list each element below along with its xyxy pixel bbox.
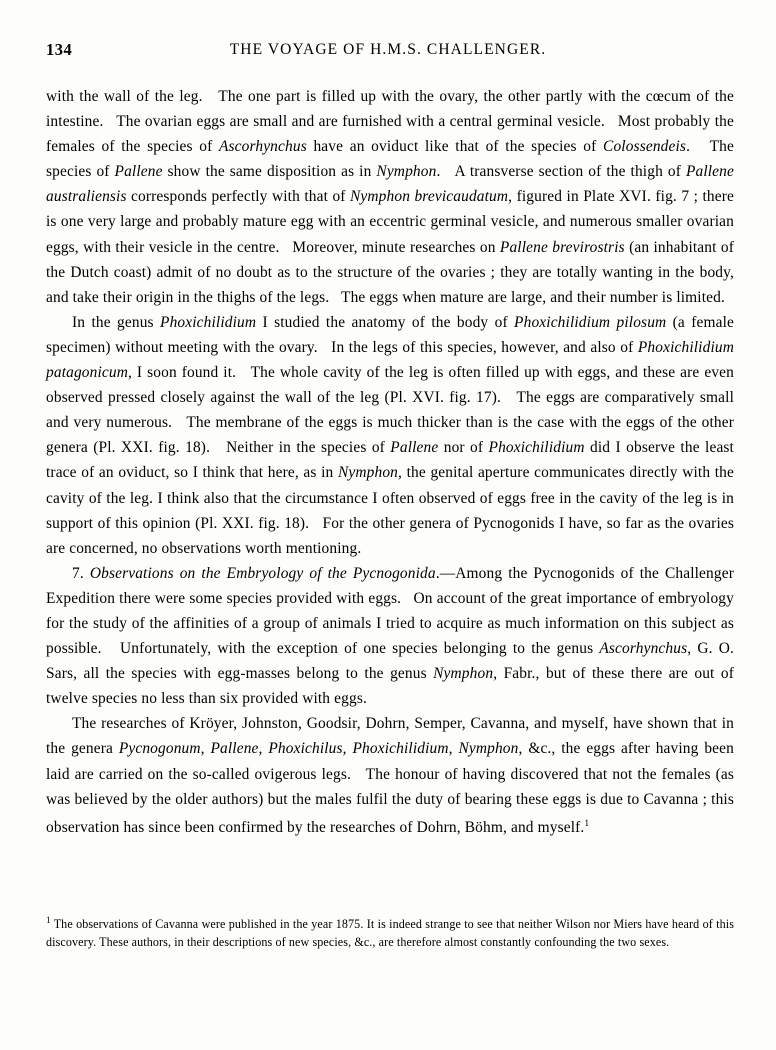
running-head: THE VOYAGE OF H.M.S. CHALLENGER. [229, 41, 547, 58]
paragraph-4: The researches of Kröyer, Johnston, Goodsir, Dohrn, Semper, Cavanna, and myself, have shown that in the genera Pycnogonum, Pallene, Phoxichilus, Phoxichilidium, Nymphon, &c., the eggs after having been laid are carried on the so-called ovigerous legs. The honour of having discovered that not the females (as was believed by the older authors) but the males fulfil the duty of bearing these eggs is due to Cavanna ; this observation has since been confirmed by the researches of Dohrn, Böhm, and myself.$^1$ [46, 715, 734, 836]
footnote-text [46, 912, 734, 951]
footnote-section [46, 912, 734, 951]
footnote-marker: 1 [46, 915, 51, 925]
paragraph-2: In the genus Phoxichilidium I studied the anatomy of the body of Phoxichilidium pilosum (a female specimen) without meeting with the ovary. In the legs of this species, however, and also of Phoxichilidium patagonicum, I soon found it. The whole cavity of the leg is often filled up with eggs, and these are even observed pressed closely against the wall of the leg (Pl. XVI. fig. 17). The eggs are comparatively small and very numerous. The membrane of the eggs is much thicker than is the case with the eggs of the other genera (Pl. XXI. fig. 18). Neither in the species of Pallene nor of Phoxichilidium did I observe the least trace of an oviduct, so I think that here, as in Nymphon, the genital aperture communicates directly with the cavity of the leg. I think also that the circumstance I often observed of eggs free in the cavity of the leg is in support of this opinion (Pl. XXI. fig. 18). For the other genera of Pycnogonids I have, so far as the ovaries are concerned, no observations worth mentioning. [46, 313, 734, 557]
paragraph-1: with the wall of the leg. The one part is filled up with the ovary, the other partly with the cœcum of the intestine. The ovarian eggs are small and are furnished with a central germinal vesicle. Most probably the females of the species of Ascorhynchus have an oviduct like that of the species of Colossendeis. The species of Pallene show the same disposition as in Nymphon. A transverse section of the thigh of Pallene australiensis corresponds perfectly with that of Nymphon brevicaudatum, figured in Plate XVI. fig. 7 ; there is one very large and probably mature egg with an eccentric germinal vesicle, and numerous smaller ovarian eggs, with their vesicle in the centre. Moreover, minute researches on Pallene brevirostris (an inhabitant of the Dutch coast) admit of no doubt as to the structure of the ovaries ; they are totally wanting in the body, and take their origin in the thighs of the legs. The eggs when mature are large, and their number is limited. [46, 88, 735, 306]
paragraph-3: 7. Observations on the Embryology of the Pycnogonida.—Among the Pycnogonids of the Challenger Expedition there were some species provided with eggs. On account of the great importance of embryology for the study of the affinities of a group of animals I tried to acquire as much information on this subject as possible. Unfortunately, with the exception of one species belonging to the genus Ascorhynchus, G. O. Sars, all the species with egg-masses belong to the genus Nymphon, Fabr., but of these there are out of twelve species no less than six provided with eggs. [46, 564, 734, 708]
footnote-body: The observations of Cavanna were published in the year 1875. It is indeed strange to see that neither Wilson nor Miers have heard of this discovery. These authors, in their descriptions of new species, &c., are therefore almost constantly confounding the two sexes. [46, 917, 735, 949]
footnote-reference: 1 [584, 818, 590, 829]
page-header [46, 40, 730, 62]
page-number: 134 [46, 40, 73, 59]
body-text [46, 84, 734, 840]
